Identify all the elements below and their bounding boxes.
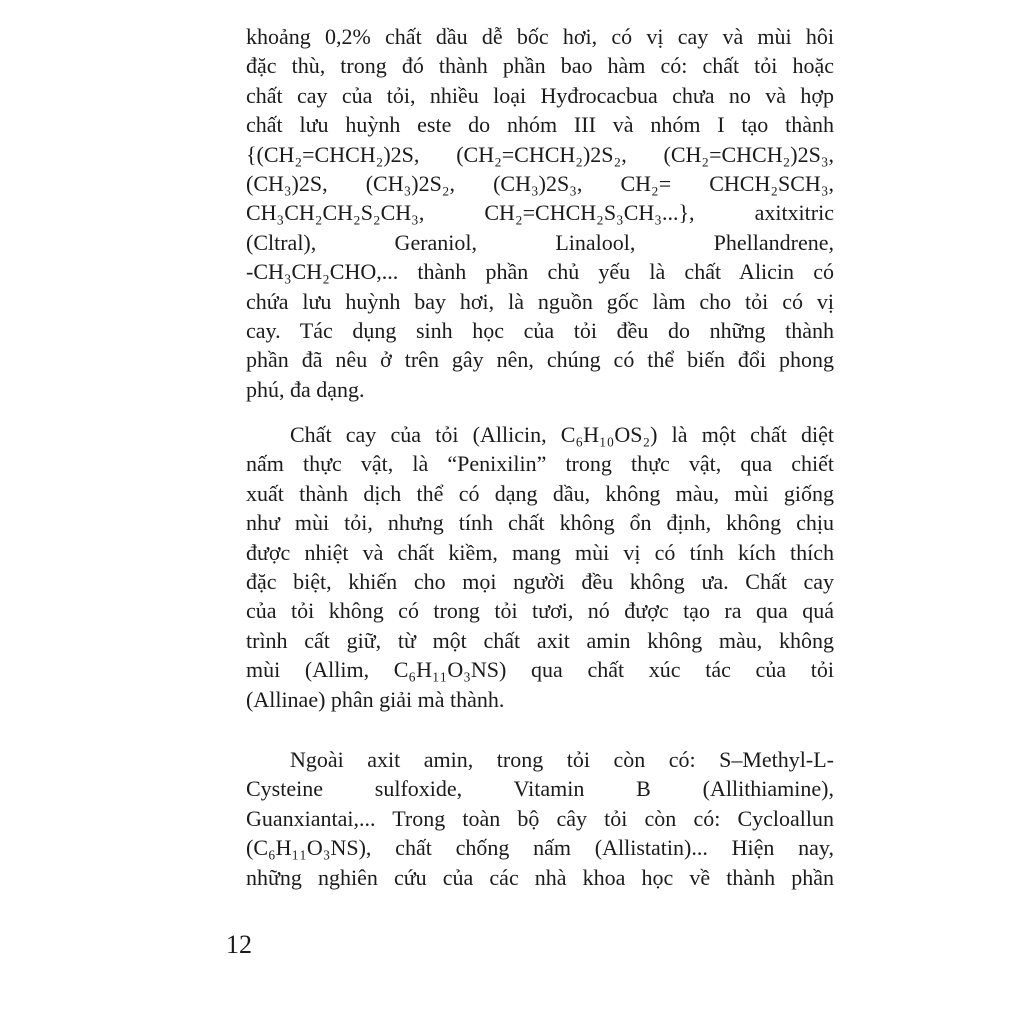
text-line: (C₆H₁₁O₃NS), chất chống nấm (Allistatin)... Hiện nay, (246, 835, 834, 861)
text-line: đặc biệt, khiến cho mọi người đều không ưa. Chất cay (246, 568, 834, 594)
text-line: Ngoài axit amin, trong tỏi còn có: S–Methyl-L- (290, 747, 834, 772)
text-line: (Allinae) phân giải mà thành. (246, 686, 505, 712)
text-line: -CH₃CH₂CHO,... thành phần chủ yếu là chất Alicin có (246, 259, 834, 285)
text-line: {(CH₂=CHCH₂)2S, (CH₂=CHCH₂)2S₂, (CH₂=CHCH₂)2S₃, (246, 141, 834, 167)
text-line: chất lưu huỳnh este do nhóm III và nhóm I tạo thành (246, 112, 834, 138)
text-line: phú, đa dạng. (246, 376, 365, 402)
text-line: của tỏi không có trong tỏi tươi, nó được tạo ra qua quá (246, 598, 834, 624)
text-line: chứa lưu huỳnh bay hơi, là nguồn gốc làm cho tỏi có vị (246, 288, 834, 314)
text-line: những nghiên cứu của các nhà khoa học về thành phần (246, 864, 834, 890)
text-line: Guanxiantai,... Trong toàn bộ cây tỏi còn có: Cycloallun (246, 805, 834, 831)
text-line: xuất thành dịch thể có dạng dầu, không màu, mùi giống (246, 480, 834, 506)
text-line: chất cay của tỏi, nhiều loại Hyđrocacbua chưa no và hợp (246, 82, 834, 108)
text-line: Cysteine sulfoxide, Vitamin B (Allithiamine), (246, 776, 834, 802)
text-line: CH₃CH₂CH₂S₂CH₃, CH₂=CHCH₂S₃CH₃...}, axitxitric (246, 200, 834, 226)
page-number: 12 (226, 930, 252, 959)
text-line: phần đã nêu ở trên gây nên, chúng có thể biến đổi phong (246, 347, 834, 373)
text-line: được nhiệt và chất kiềm, mang mùi vị có tính kích thích (246, 539, 834, 565)
paragraph-3 (246, 745, 834, 892)
text-line: Chất cay của tỏi (Allicin, C₆H₁₀OS₂) là một chất diệt (290, 422, 834, 447)
text-line: (Cltral), Geraniol, Linalool, Phellandrene, (246, 229, 834, 255)
text-line: đặc thù, trong đó thành phần bao hàm có: chất tỏi hoặc (246, 53, 834, 79)
text-line: (CH₃)2S, (CH₃)2S₂, (CH₃)2S₃, CH₂= CHCH₂SCH₃, (246, 170, 834, 196)
text-line: mùi (Allim, C₆H₁₁O₃NS) qua chất xúc tác của tỏi (246, 657, 834, 683)
paragraph-2 (246, 420, 834, 714)
text-line: như mùi tỏi, nhưng tính chất không ổn định, không chịu (246, 510, 834, 536)
text-line: cay. Tác dụng sinh học của tỏi đều do những thành (246, 317, 834, 343)
text-line: trình cất giữ, từ một chất axit amin không màu, không (246, 627, 834, 653)
paragraph-1 (246, 22, 834, 404)
text-line: khoảng 0,2% chất dầu dễ bốc hơi, có vị cay và mùi hôi (246, 24, 834, 49)
text-line: nấm thực vật, là “Penixilin” trong thực vật, qua chiết (246, 451, 834, 477)
